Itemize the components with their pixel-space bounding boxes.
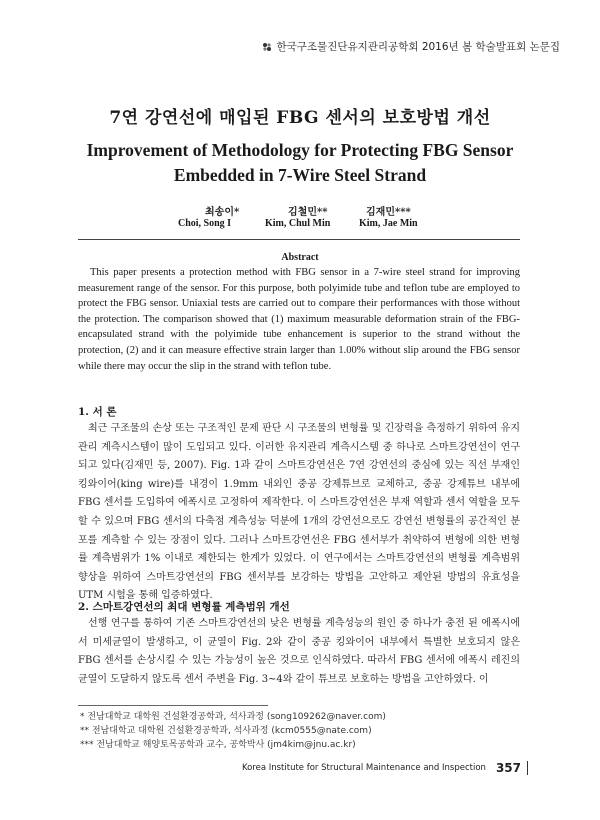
author-2-korean: 김철민** [288, 207, 328, 218]
korean-title: 7연 강연선에 매입된 FBG 센서의 보호방법 개선 [109, 108, 491, 128]
conference-logo-icon [262, 42, 272, 52]
footnote-1: * 전남대학교 대학원 건설환경공학과, 석사과정 (song109262@naver.com) [80, 712, 386, 722]
footer-institute: Korea Institute for Structural Maintenance and Inspection [241, 763, 486, 773]
page-number: 357 [496, 761, 528, 775]
english-title-line-2: Embedded in 7-Wire Steel Strand [173, 165, 427, 185]
author-1-english: Choi, Song I [178, 218, 232, 229]
title-divider [78, 239, 520, 240]
running-header [262, 39, 560, 54]
author-3-korean: 김재민*** [366, 207, 411, 218]
author-1-korean: 최송이* [205, 207, 240, 218]
section-1-body: 최근 구조물의 손상 또는 구조적인 문제 판단 시 구조물의 변형률 및 긴장력을 측정하기 위하여 유지관리 계측시스템이 많이 도입되고 있다. 이러한 유지관리 계측시스템 중 하나로 스마트강연선이 연구되고 있다(김재민 등, 2007). Fig. 1과 같이 스마트강연선은 7연 강연선의 중심에 있는 직선 부재인 킹와이어(king wire)를 내경이 1.9mm 내외인 중공 강제튜브로 교체하고, 중공 강제튜브 내부에 FBG 센서를 도입하여 에폭시로 고정하여 제작한다. 이 스마트강연선은 부재 역할과 센서 역할을 모두 할 수 있으며 FBG 센서의 다축점 계측성능 덕분에 1개의 강연선으로도 강연선 변형률의 공간적인 분포를 계측할 수 있는 장점이 있다. 그러나 스마트강연선은 FBG 센서부가 취약하여 변형에 의한 변형률 계측범위가 1% 이내로 제한되는 한계가 있었다. 이 연구에서는 스마트강연선의 변형률 계측범위 향상을 위하여 스마트강연선의 FBG 센서부를 보강하는 방법을 고안하고 제안된 방법의 유효성을 UTM 시험을 통해 입증하였다. [78, 423, 520, 602]
english-title [0, 138, 600, 188]
page-footer [242, 761, 528, 775]
footnote-divider [78, 705, 268, 706]
footnote-3: *** 전남대학교 해양토목공학과 교수, 공학박사 (jm4kim@jnu.ac.kr) [80, 740, 356, 750]
abstract-text: This paper presents a protection method with FBG sensor in a 7-wire steel strand for improving measurement range of the sensor. For this purpose, both polyimide tube and teflon tube are employed to protect the FBG sensor. Uniaxial tests are carried out to compare their performances with those without the protection. The comparison showed that (1) maximum measurable deformation strain of the FBG-encapsulated strand with the polyimide tube enhancement is superior to the strand without the protection, (2) and it can measure effective strain larger than 1.00% without slip around the FBG sensor while there may occur the slip in the strand with teflon tube. [78, 267, 520, 372]
english-title-line-1: Improvement of Methodology for Protecting FBG Sensor [86, 140, 514, 160]
section-2-body: 선행 연구를 통하여 기존 스마트강연선의 낮은 변형률 계측성능의 원인 중 하나가 충전 된 에폭시에서 미세균열이 발생하고, 이 균열이 Fig. 2와 같이 중공 킹와이어 내부에서 특별한 보호되지 않은 FBG 센서를 손상시킬 수 있는 가능성이 높은 것으로 인식하였다. 따라서 FBG 센서에 에폭시 레진의 균열이 도달하지 않도록 센서 주변을 Fig. 3∼4와 같이 튜브로 보호하는 방법을 고안하였다. 이 [78, 618, 520, 685]
footnotes [80, 710, 386, 752]
author-2-english: Kim, Chul Min [265, 218, 331, 229]
footnote-2: ** 전남대학교 대학원 건설환경공학과, 석사과정 (kcm0555@nate.com) [80, 726, 372, 736]
conference-name: 한국구조물진단유지관리공학회 2016년 봄 학술발표회 논문집 [276, 41, 560, 53]
abstract-heading: Abstract [281, 252, 319, 263]
author-3-english: Kim, Jae Min [359, 218, 418, 229]
section-1-heading: 1. 서 론 [78, 406, 117, 418]
section-2-heading: 2. 스마트강연선의 최대 변형률 계측범위 개선 [78, 601, 290, 613]
